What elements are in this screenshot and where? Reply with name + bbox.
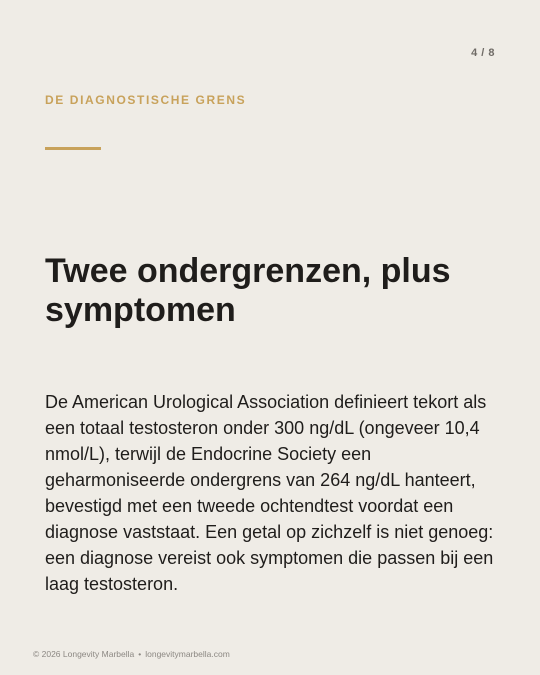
section-eyebrow: DE DIAGNOSTISCHE GRENS	[45, 93, 247, 107]
page-counter: 4 / 8	[471, 47, 495, 59]
footer-copyright: © 2026 Longevity Marbella	[33, 649, 135, 659]
footer-website-link[interactable]: longevitymarbella.com	[145, 649, 230, 659]
slide-body-text: De American Urological Association definieert tekort als een totaal testosteron onder 300 ng/dL (ongeveer 10,4 nmol/L), terwijl de Endocrine Society een geharmoniseerde ondergrens van 264 ng/dL hanteert, bevestigd met een tweede ochtendtest voordat een diagnose vaststaat. Een getal op zichzelf is niet genoeg: een diagnose vereist ook symptomen die passen bij een laag testosteron.	[45, 392, 494, 594]
footer	[33, 649, 230, 659]
footer-separator: •	[138, 649, 142, 659]
slide-title: Twee ondergrenzen, plus symptomen	[45, 252, 451, 329]
accent-divider	[45, 147, 101, 150]
